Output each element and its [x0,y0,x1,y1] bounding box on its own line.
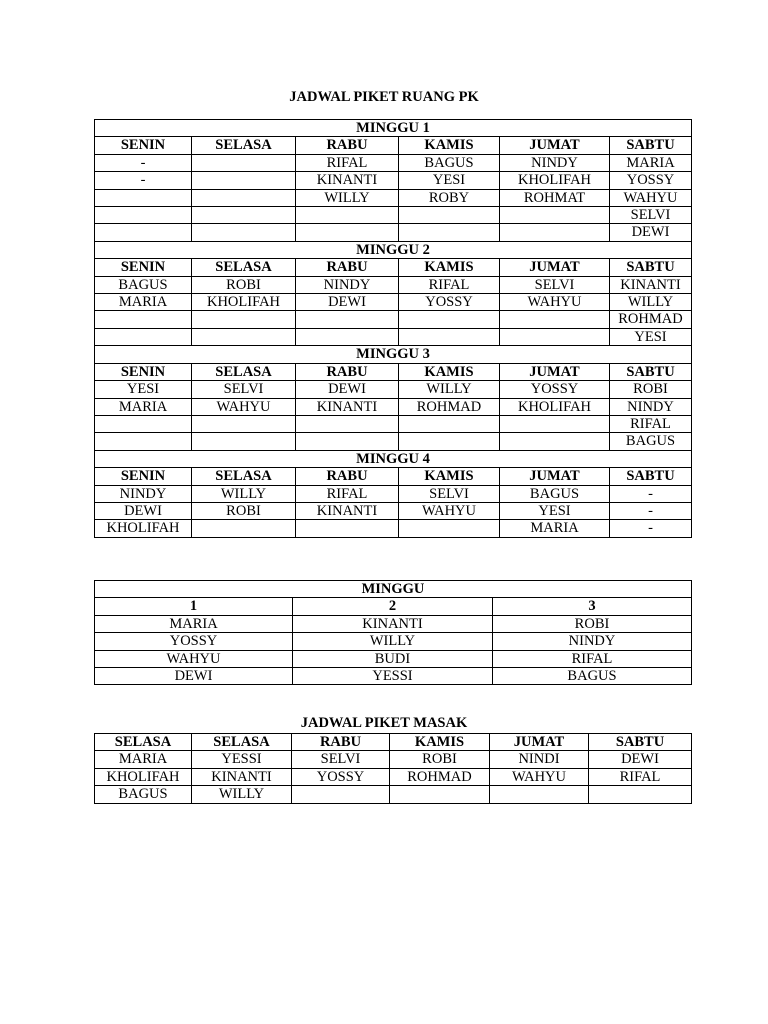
table-cell: NINDY [493,633,692,650]
day-header: SELASA [192,137,296,154]
table-cell: ROBI [192,502,296,519]
table-cell: WILLY [293,633,493,650]
table-cell [296,415,399,432]
table-cell: ROBI [610,381,692,398]
day-header-row [95,137,692,154]
table-cell [95,189,192,206]
table-cell [500,224,610,241]
day-header: RABU [296,137,399,154]
table-cell [296,311,399,328]
table-cell: WAHYU [95,650,293,667]
table-cell [399,311,500,328]
day-header: SABTU [610,259,692,276]
table-cell: - [610,520,692,537]
day-header: SENIN [95,259,192,276]
table-cell [296,224,399,241]
table-cell: YESI [95,381,192,398]
table-cell: BAGUS [95,786,192,803]
table-cell: BAGUS [500,485,610,502]
day-header-row [95,363,692,380]
table-cell: WAHYU [399,502,500,519]
day-header: SELASA [192,734,292,751]
table-cell: ROHMAD [610,311,692,328]
table-cell: - [95,154,192,171]
table-cell: KINANTI [296,398,399,415]
table-cell: ROHMAD [399,398,500,415]
table-cell: WILLY [399,381,500,398]
table-cell [192,328,296,345]
table-cell: ROBI [192,276,296,293]
table-cell: BAGUS [493,668,692,685]
table-cell: BAGUS [399,154,500,171]
table-cell: DEWI [589,751,692,768]
table-cell: YOSSY [292,768,390,785]
day-header: RABU [296,259,399,276]
table-cell [292,786,390,803]
table-cell: ROHMAT [500,189,610,206]
table-cell [95,433,192,450]
table-cell [399,520,500,537]
table-cell [192,433,296,450]
table-cell: YOSSY [500,381,610,398]
table-cell: YOSSY [95,633,293,650]
day-header: JUMAT [500,259,610,276]
day-header: KAMIS [390,734,490,751]
table-cell [296,520,399,537]
table-cell: WAHYU [500,294,610,311]
table-cell [500,328,610,345]
day-header: SELASA [192,468,296,485]
table-cell [192,520,296,537]
table-cell: ROBY [399,189,500,206]
day-header: SABTU [610,363,692,380]
table-row [95,751,692,768]
table-cell [399,224,500,241]
table-cell: RIFAL [296,154,399,171]
table-cell: YOSSY [610,172,692,189]
table-row [95,768,692,785]
table-cell: - [610,502,692,519]
day-header: SELASA [192,363,296,380]
table-row [95,633,692,650]
minggu-label-row [95,581,692,598]
table-cell [399,328,500,345]
week-label-row [95,241,692,258]
table-row [95,650,692,667]
table-cell [192,189,296,206]
table-cell [95,207,192,224]
table-row [95,224,692,241]
table-cell [296,433,399,450]
table-cell: KHOLIFAH [500,172,610,189]
day-header: SABTU [589,734,692,751]
table-cell: WAHYU [610,189,692,206]
table-row [95,668,692,685]
week-label: MINGGU 1 [95,120,692,137]
table-cell: KHOLIFAH [192,294,296,311]
table-cell: WAHYU [490,768,589,785]
minggu-header-row [95,598,692,615]
table-cell: NINDY [500,154,610,171]
table-cell: KHOLIFAH [95,520,192,537]
table-cell [95,311,192,328]
week-label-row [95,346,692,363]
day-header: RABU [292,734,390,751]
table-cell: MARIA [610,154,692,171]
table-cell [589,786,692,803]
table-row [95,520,692,537]
table-cell: YESI [500,502,610,519]
table-cell: KINANTI [296,172,399,189]
table-cell [399,415,500,432]
table-cell: WILLY [296,189,399,206]
piket-masak-table [94,733,692,804]
table-row [95,276,692,293]
table-row [95,786,692,803]
table-cell: SELVI [192,381,296,398]
table-row [95,398,692,415]
day-header: SENIN [95,468,192,485]
masak-header-row [95,734,692,751]
table-cell: MARIA [95,294,192,311]
table-cell [500,207,610,224]
table-cell [500,415,610,432]
table-cell [296,207,399,224]
table-cell: WILLY [610,294,692,311]
piket-ruang-table [94,119,692,538]
table-cell: SELVI [292,751,390,768]
day-header: KAMIS [399,259,500,276]
table-cell: NINDY [296,276,399,293]
table-cell [399,433,500,450]
table-cell: ROHMAD [390,768,490,785]
table-cell: MARIA [500,520,610,537]
table-cell: YOSSY [399,294,500,311]
table-cell: DEWI [296,294,399,311]
table-cell: NINDY [610,398,692,415]
table-cell: KINANTI [610,276,692,293]
day-header: JUMAT [490,734,589,751]
table-cell [95,415,192,432]
table-row [95,328,692,345]
table-cell: ROBI [493,615,692,632]
week-label: MINGGU 3 [95,346,692,363]
day-header: SELASA [95,734,192,751]
table-cell [399,207,500,224]
day-header: SELASA [192,259,296,276]
day-header: SABTU [610,468,692,485]
week-label: MINGGU 2 [95,241,692,258]
table-cell: KINANTI [192,768,292,785]
table-row [95,189,692,206]
day-header: JUMAT [500,468,610,485]
table-cell: RIFAL [589,768,692,785]
table-cell: YESI [399,172,500,189]
day-header-row [95,259,692,276]
table-row [95,172,692,189]
table-cell: KHOLIFAH [500,398,610,415]
day-header: SABTU [610,137,692,154]
table-row [95,294,692,311]
week-label: MINGGU 4 [95,450,692,467]
table-cell: NINDY [95,485,192,502]
minggu-label: MINGGU [95,581,692,598]
day-header: RABU [296,468,399,485]
table-cell [192,207,296,224]
table-cell [95,224,192,241]
table-cell [192,224,296,241]
table-cell: YESI [610,328,692,345]
table-cell: NINDI [490,751,589,768]
minggu-header: 1 [95,598,293,615]
table-cell: BAGUS [610,433,692,450]
table-row [95,615,692,632]
table-cell [192,172,296,189]
table-cell [296,328,399,345]
table-cell [95,328,192,345]
table-cell [490,786,589,803]
day-header: SENIN [95,363,192,380]
table-cell: WILLY [192,786,292,803]
table-cell [192,415,296,432]
table-cell: DEWI [296,381,399,398]
table-row [95,485,692,502]
table-cell: RIFAL [493,650,692,667]
minggu-header: 2 [293,598,493,615]
piket-ruang-title: JADWAL PIKET RUANG PK [289,89,479,105]
table-cell: BAGUS [95,276,192,293]
table-cell: RIFAL [610,415,692,432]
week-label-row [95,120,692,137]
table-row [95,381,692,398]
table-cell: KINANTI [296,502,399,519]
week-label-row [95,450,692,467]
table-cell: MARIA [95,615,293,632]
table-cell: KHOLIFAH [95,768,192,785]
day-header: RABU [296,363,399,380]
table-cell: SELVI [500,276,610,293]
table-row [95,207,692,224]
table-cell: SELVI [399,485,500,502]
table-cell: DEWI [610,224,692,241]
table-cell: RIFAL [399,276,500,293]
table-cell: WAHYU [192,398,296,415]
table-cell [500,311,610,328]
table-cell: KINANTI [293,615,493,632]
table-cell [192,311,296,328]
table-cell: MARIA [95,398,192,415]
day-header: JUMAT [500,137,610,154]
table-cell: YESSI [293,668,493,685]
minggu-header: 3 [493,598,692,615]
table-cell [390,786,490,803]
day-header-row [95,468,692,485]
table-cell [500,433,610,450]
minggu-table [94,580,692,685]
table-cell: WILLY [192,485,296,502]
table-cell: ROBI [390,751,490,768]
table-row [95,311,692,328]
piket-masak-title: JADWAL PIKET MASAK [300,715,468,731]
table-cell: DEWI [95,668,293,685]
day-header: JUMAT [500,363,610,380]
table-cell: BUDI [293,650,493,667]
table-row [95,433,692,450]
table-cell: DEWI [95,502,192,519]
table-row [95,154,692,171]
table-row [95,502,692,519]
table-cell: - [95,172,192,189]
day-header: SENIN [95,137,192,154]
day-header: KAMIS [399,137,500,154]
table-cell: RIFAL [296,485,399,502]
day-header: KAMIS [399,363,500,380]
table-cell: SELVI [610,207,692,224]
table-cell [192,154,296,171]
table-cell: - [610,485,692,502]
table-cell: YESSI [192,751,292,768]
table-row [95,415,692,432]
table-cell: MARIA [95,751,192,768]
day-header: KAMIS [399,468,500,485]
